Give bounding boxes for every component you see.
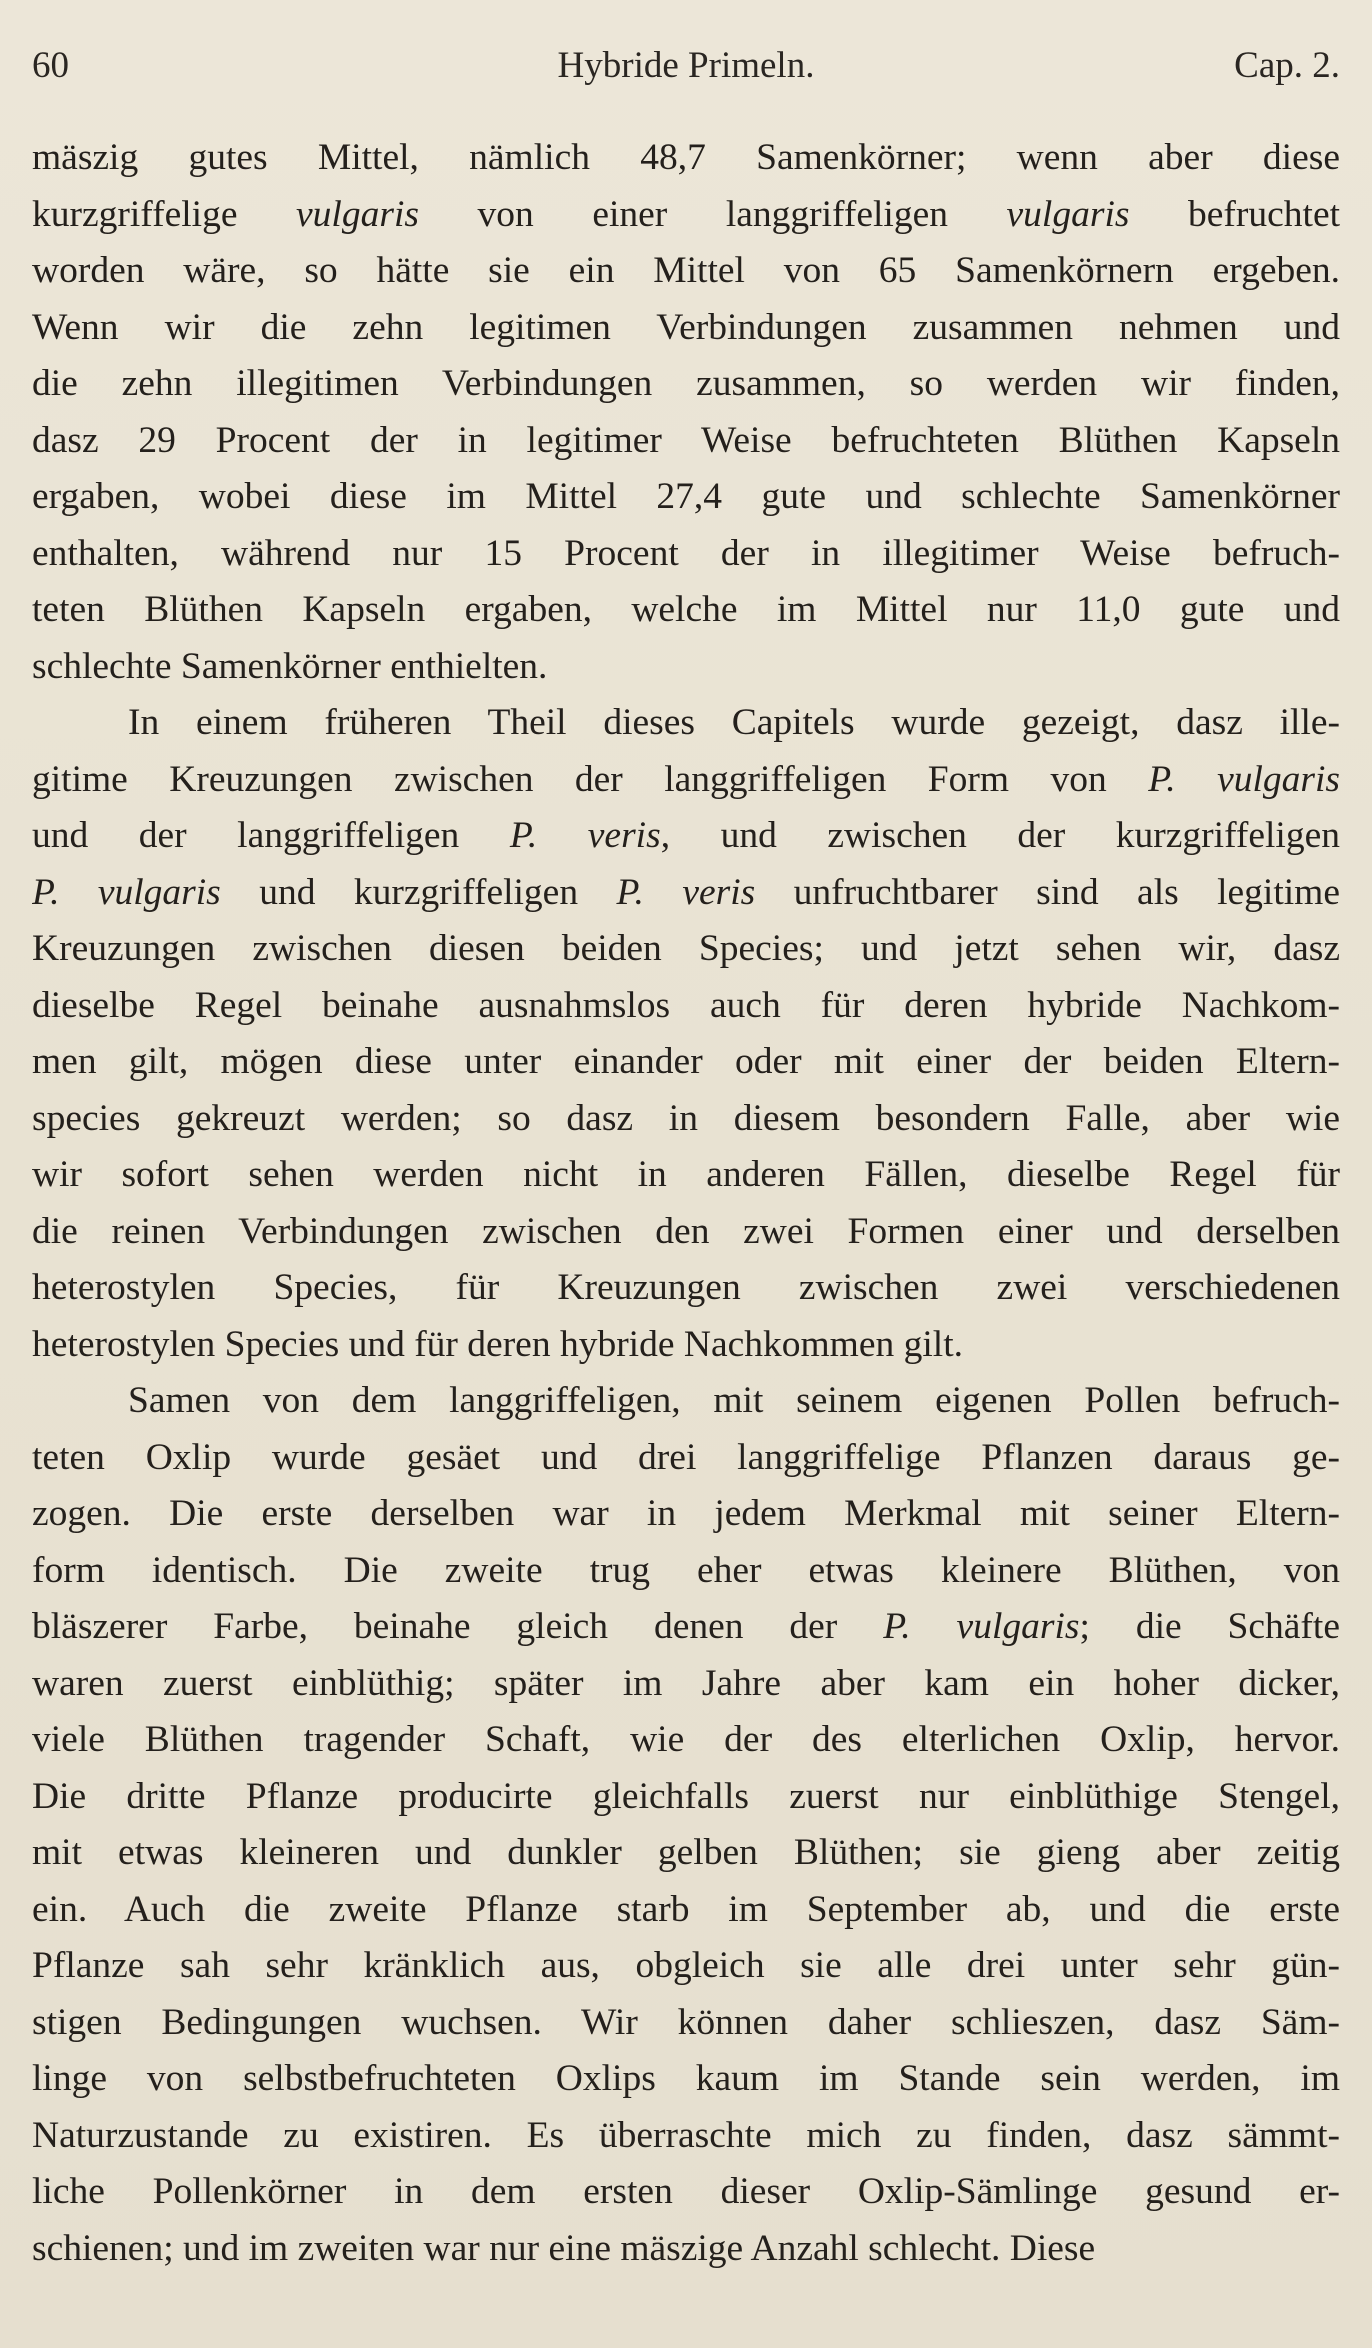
text-line: Wenn wir die zehn legitimen Verbindungen zusammen nehmen und xyxy=(32,306,1340,348)
text-line: Samen von dem langgriffeligen, mit seinem eigenen Pollen befruch- xyxy=(128,1380,1340,1421)
text-line: enthalten, während nur 15 Procent der in illegitimer Weise befruch- xyxy=(32,532,1340,574)
text-line: species gekreuzt werden; so dasz in diesem besondern Falle, aber wie xyxy=(32,1097,1340,1139)
page-number: 60 xyxy=(32,45,69,86)
text-line: heterostylen Species und für deren hybride Nachkommen gilt. xyxy=(32,1323,963,1365)
text-line: men gilt, mögen diese unter einander oder mit einer der beiden Eltern- xyxy=(32,1041,1340,1082)
text-line: schlechte Samenkörner enthielten. xyxy=(32,645,548,687)
text-line: mit etwas kleineren und dunkler gelben Blüthen; sie gieng aber zeitig xyxy=(32,1832,1340,1873)
text-line: Pflanze sah sehr kränklich aus, obgleich sie alle drei unter sehr gün- xyxy=(32,1945,1340,1986)
text-line: die zehn illegitimen Verbindungen zusammen, so werden wir finden, xyxy=(32,363,1340,404)
text-line: waren zuerst einblüthig; später im Jahre aber kam ein hoher dicker, xyxy=(32,1662,1340,1704)
text-line: gitime Kreuzungen zwischen der langgriffeligen Form von P. vulgaris xyxy=(32,758,1340,800)
text-line: stigen Bedingungen wuchsen. Wir können daher schlieszen, dasz Säm- xyxy=(32,2001,1340,2043)
running-title: Hybride Primeln. xyxy=(557,45,815,86)
text-line: Die dritte Pflanze producirte gleichfalls zuerst nur einblüthige Stengel, xyxy=(32,1775,1340,1817)
text-line: viele Blüthen tragender Schaft, wie der des elterlichen Oxlip, hervor. xyxy=(32,1719,1340,1760)
text-line: In einem früheren Theil dieses Capitels wurde gezeigt, dasz ille- xyxy=(128,702,1340,743)
text-line: ergaben, wobei diese im Mittel 27,4 gute und schlechte Samenkörner xyxy=(32,476,1340,517)
running-header xyxy=(32,44,1340,100)
text-line: bläszerer Farbe, beinahe gleich denen der P. vulgaris; die Schäfte xyxy=(32,1606,1340,1647)
text-line: Kreuzungen zwischen diesen beiden Species; und jetzt sehen wir, dasz xyxy=(32,928,1340,969)
paragraph xyxy=(32,695,1340,1373)
text-line: worden wäre, so hätte sie ein Mittel von 65 Samenkörnern ergeben. xyxy=(32,250,1340,291)
text-line: liche Pollenkörner in dem ersten dieser Oxlip-Sämlinge gesund er- xyxy=(32,2171,1340,2212)
text-line: ein. Auch die zweite Pflanze starb im September ab, und die erste xyxy=(32,1888,1340,1930)
text-line: teten Blüthen Kapseln ergaben, welche im Mittel nur 11,0 gute und xyxy=(32,589,1340,630)
text-line: mäszig gutes Mittel, nämlich 48,7 Samenkörner; wenn aber diese xyxy=(32,137,1340,178)
body-text xyxy=(32,130,1340,2277)
text-line: zogen. Die erste derselben war in jedem Merkmal mit seiner Eltern- xyxy=(32,1493,1340,1534)
chapter-label: Cap. 2. xyxy=(1234,45,1340,86)
text-line: und der langgriffeligen P. veris, und zwischen der kurzgriffeligen xyxy=(32,815,1340,856)
text-line: form identisch. Die zweite trug eher etwas kleinere Blüthen, von xyxy=(32,1549,1340,1591)
text-line: schienen; und im zweiten war nur eine mäszige Anzahl schlecht. Diese xyxy=(32,2227,1096,2269)
text-line: wir sofort sehen werden nicht in anderen Fällen, dieselbe Regel für xyxy=(32,1154,1340,1195)
text-line: dasz 29 Procent der in legitimer Weise befruchteten Blüthen Kapseln xyxy=(32,419,1340,461)
text-line: Naturzustande zu existiren. Es überraschte mich zu finden, dasz sämmt- xyxy=(32,2114,1340,2156)
text-line: kurzgriffelige vulgaris von einer langgriffeligen vulgaris befruchtet xyxy=(32,193,1340,235)
text-line: teten Oxlip wurde gesäet und drei langgriffelige Pflanzen daraus ge- xyxy=(32,1436,1340,1478)
text-line: linge von selbstbefruchteten Oxlips kaum im Stande sein werden, im xyxy=(32,2058,1340,2099)
paragraph xyxy=(32,130,1340,695)
text-line: P. vulgaris und kurzgriffeligen P. veris unfruchtbarer sind als legitime xyxy=(32,871,1340,913)
paragraph xyxy=(32,1373,1340,2277)
text-line: heterostylen Species, für Kreuzungen zwischen zwei verschiedenen xyxy=(32,1267,1340,1308)
text-line: die reinen Verbindungen zwischen den zwei Formen einer und derselben xyxy=(32,1210,1340,1252)
text-line: dieselbe Regel beinahe ausnahmslos auch für deren hybride Nachkom- xyxy=(32,984,1340,1026)
